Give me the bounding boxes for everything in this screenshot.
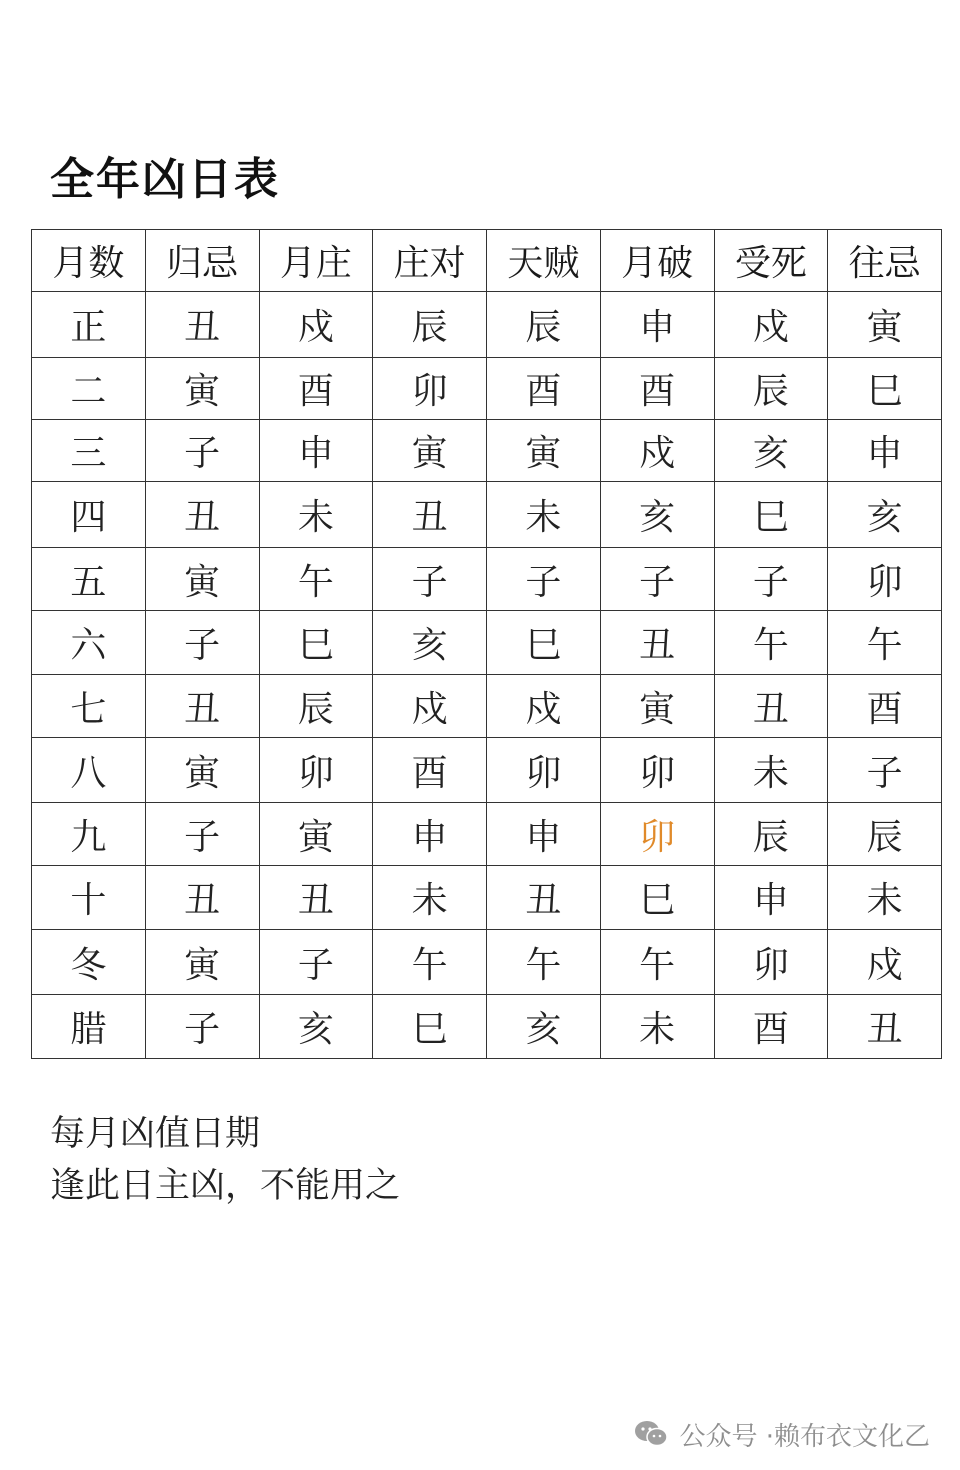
table-cell: 亥 bbox=[600, 482, 714, 548]
table-cell: 午 bbox=[714, 611, 828, 674]
table-row bbox=[32, 611, 942, 674]
table-row bbox=[32, 674, 942, 737]
table-cell: 亥 bbox=[373, 611, 487, 674]
month-cell: 五 bbox=[32, 547, 146, 610]
table-cell: 卯 bbox=[373, 357, 487, 419]
table-cell: 寅 bbox=[145, 929, 259, 995]
table-cell: 卯 bbox=[600, 802, 714, 865]
table-row bbox=[32, 547, 942, 610]
table-cell: 未 bbox=[600, 995, 714, 1059]
table-cell: 未 bbox=[714, 738, 828, 803]
month-cell: 三 bbox=[32, 419, 146, 481]
wechat-icon bbox=[633, 1419, 669, 1449]
table-cell: 酉 bbox=[600, 357, 714, 419]
source-name: 赖布衣文化乙 bbox=[773, 1421, 930, 1452]
month-cell: 二 bbox=[32, 357, 146, 419]
month-cell: 冬 bbox=[32, 929, 146, 995]
table-cell: 申 bbox=[373, 802, 487, 865]
month-cell: 九 bbox=[32, 802, 146, 865]
table-cell: 卯 bbox=[714, 929, 828, 995]
table-body bbox=[32, 292, 942, 1059]
table-cell: 丑 bbox=[259, 866, 373, 929]
table-row bbox=[32, 738, 942, 803]
table-cell: 寅 bbox=[145, 357, 259, 419]
table-cell: 戍 bbox=[600, 419, 714, 481]
header-cell: 月庄 bbox=[259, 230, 373, 292]
page-title: 全年凶日表 bbox=[50, 154, 280, 205]
table-cell: 戍 bbox=[259, 292, 373, 358]
table-cell: 寅 bbox=[145, 547, 259, 610]
table-cell: 未 bbox=[828, 866, 942, 929]
table-cell: 亥 bbox=[828, 482, 942, 548]
table-cell: 戍 bbox=[714, 292, 828, 358]
table-cell: 未 bbox=[487, 482, 601, 548]
table-cell: 午 bbox=[600, 929, 714, 995]
table-cell: 寅 bbox=[828, 292, 942, 358]
table-cell: 寅 bbox=[259, 802, 373, 865]
table-cell: 申 bbox=[714, 866, 828, 929]
note-line: 每月凶值日期 bbox=[50, 1114, 261, 1154]
month-cell: 八 bbox=[32, 738, 146, 803]
table-row bbox=[32, 802, 942, 865]
table-cell: 子 bbox=[600, 547, 714, 610]
table-cell: 戍 bbox=[373, 674, 487, 737]
table-cell: 亥 bbox=[259, 995, 373, 1059]
table-cell: 午 bbox=[259, 547, 373, 610]
table-cell: 寅 bbox=[600, 674, 714, 737]
header-cell: 往忌 bbox=[828, 230, 942, 292]
inauspicious-days-table bbox=[31, 229, 942, 1059]
table-cell: 巳 bbox=[714, 482, 828, 548]
table-row bbox=[32, 995, 942, 1059]
table-cell: 子 bbox=[714, 547, 828, 610]
header-cell: 天贼 bbox=[487, 230, 601, 292]
table-cell: 午 bbox=[373, 929, 487, 995]
table-cell: 酉 bbox=[259, 357, 373, 419]
table-header-row bbox=[32, 230, 942, 292]
source-footer bbox=[633, 1412, 930, 1456]
table-cell: 子 bbox=[828, 738, 942, 803]
table-cell: 子 bbox=[145, 802, 259, 865]
table-cell: 辰 bbox=[828, 802, 942, 865]
table-cell: 丑 bbox=[714, 674, 828, 737]
table-row bbox=[32, 357, 942, 419]
table-cell: 戍 bbox=[487, 674, 601, 737]
table-cell: 巳 bbox=[828, 357, 942, 419]
table-cell: 巳 bbox=[259, 611, 373, 674]
table-cell: 亥 bbox=[487, 995, 601, 1059]
table-cell: 未 bbox=[373, 866, 487, 929]
month-cell: 腊 bbox=[32, 995, 146, 1059]
notes bbox=[50, 1108, 400, 1212]
table-cell: 子 bbox=[487, 547, 601, 610]
table-cell: 未 bbox=[259, 482, 373, 548]
table-cell: 酉 bbox=[373, 738, 487, 803]
table-cell: 丑 bbox=[145, 866, 259, 929]
table-cell: 辰 bbox=[259, 674, 373, 737]
table-cell: 丑 bbox=[828, 995, 942, 1059]
header-cell: 归忌 bbox=[145, 230, 259, 292]
table-cell: 申 bbox=[600, 292, 714, 358]
table-cell: 申 bbox=[828, 419, 942, 481]
month-cell: 四 bbox=[32, 482, 146, 548]
month-cell: 十 bbox=[32, 866, 146, 929]
month-cell: 七 bbox=[32, 674, 146, 737]
table-row bbox=[32, 929, 942, 995]
table-cell: 子 bbox=[145, 611, 259, 674]
table-cell: 酉 bbox=[714, 995, 828, 1059]
table-cell: 辰 bbox=[487, 292, 601, 358]
month-cell: 六 bbox=[32, 611, 146, 674]
header-cell: 月数 bbox=[32, 230, 146, 292]
table-cell: 辰 bbox=[714, 357, 828, 419]
table-cell: 子 bbox=[145, 995, 259, 1059]
table-cell: 巳 bbox=[487, 611, 601, 674]
table-cell: 巳 bbox=[600, 866, 714, 929]
table-cell: 子 bbox=[145, 419, 259, 481]
table-cell: 卯 bbox=[487, 738, 601, 803]
table-cell: 丑 bbox=[145, 482, 259, 548]
table-cell: 寅 bbox=[373, 419, 487, 481]
table-cell: 子 bbox=[259, 929, 373, 995]
source-prefix: 公众号 · bbox=[679, 1421, 774, 1452]
table-row bbox=[32, 419, 942, 481]
table-cell: 子 bbox=[373, 547, 487, 610]
note-line: 逢此日主凶，不能用之 bbox=[50, 1166, 401, 1206]
table-cell: 酉 bbox=[828, 674, 942, 737]
table-cell: 丑 bbox=[600, 611, 714, 674]
table-cell: 丑 bbox=[487, 866, 601, 929]
table-cell: 寅 bbox=[487, 419, 601, 481]
table-cell: 申 bbox=[259, 419, 373, 481]
table-row bbox=[32, 292, 942, 358]
table-cell: 巳 bbox=[373, 995, 487, 1059]
table-cell: 卯 bbox=[600, 738, 714, 803]
table-cell: 戍 bbox=[828, 929, 942, 995]
table-cell: 申 bbox=[487, 802, 601, 865]
table-cell: 辰 bbox=[714, 802, 828, 865]
table-cell: 午 bbox=[487, 929, 601, 995]
table-cell: 丑 bbox=[145, 292, 259, 358]
table-cell: 酉 bbox=[487, 357, 601, 419]
table-cell: 卯 bbox=[828, 547, 942, 610]
table-cell: 辰 bbox=[373, 292, 487, 358]
header-cell: 庄对 bbox=[373, 230, 487, 292]
header-cell: 受死 bbox=[714, 230, 828, 292]
table-cell: 午 bbox=[828, 611, 942, 674]
table-cell: 丑 bbox=[373, 482, 487, 548]
table-row bbox=[32, 866, 942, 929]
table-cell: 卯 bbox=[259, 738, 373, 803]
month-cell: 正 bbox=[32, 292, 146, 358]
table-cell: 亥 bbox=[714, 419, 828, 481]
table-row bbox=[32, 482, 942, 548]
header-cell: 月破 bbox=[600, 230, 714, 292]
table-cell: 寅 bbox=[145, 738, 259, 803]
table-cell: 丑 bbox=[145, 674, 259, 737]
